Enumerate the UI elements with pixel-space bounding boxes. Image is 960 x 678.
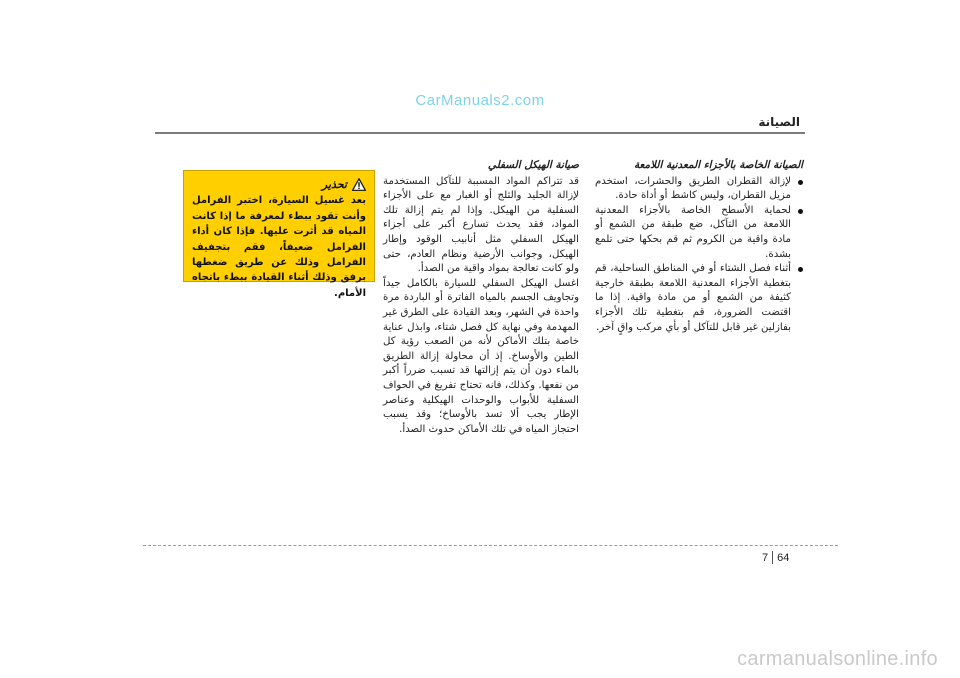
list-item bbox=[595, 204, 803, 262]
page-number-divider bbox=[772, 551, 773, 564]
page-number bbox=[762, 551, 789, 564]
warning-header bbox=[192, 177, 366, 192]
warning-box bbox=[183, 170, 375, 299]
middle-column-heading: صيانة الهيكل السفلي bbox=[487, 159, 579, 171]
bullet-list bbox=[595, 175, 803, 336]
warning-text: بعد غسيل السيارة، اختبر الفرامل وأنت تقود ببطء لمعرفة ما إذا كانت المياه قد أثرت عليها. فإذا كان أداء الفرامل ضعيفاً، فقم بتجفيف الفرامل وذلك عن طريق ضغطها برفق وذلك أثناء القيادة ببطء باتجاه الأمام. bbox=[192, 195, 366, 299]
list-item-text: أثناء فصل الشتاء أو في المناطق الساحلية، قم بتغطية الأجزاء المعدنية اللامعة بطبقة خارجية كثيفة من الشمع أو من مادة واقية. إذا ما اقتضت الضرورة، قم بتغطية تلك الأجزاء بفازلين غير قابل للتآكل أو بأي مركب واقٍ آخر. bbox=[595, 263, 791, 333]
paragraph: اغسل الهيكل السفلي للسيارة بالكامل جيداً وتجاويف الجسم بالمياه الفاترة أو الباردة مرة واحدة في الشهر، وبعد القيادة على الطرق غير المهدمة وفي نهاية كل فصل شتاء، وابذل عناية خاصة بتلك الأماكن لأنه من الصعب رؤية كل الطين والأوساخ. إذ أن محاولة إزالة الطريق بالماء دون أن يتم إزالتها قد تسبب ضرراً أكبر من نفعها. وكذلك، فانه تحتاج تفريغ في الحواف السفلية للأبواب والوحدات الهيكلية وعناصر الإطار يجب ألا تسد بالأوساخ؛ وقد يسبب احتجاز المياه في تلك الأماكن حدوث الصدأ. bbox=[383, 277, 579, 435]
list-item bbox=[595, 175, 803, 204]
header-rule bbox=[155, 132, 805, 134]
right-column bbox=[595, 158, 803, 335]
list-item-text: لإزالة القطران الطريق والحشرات، استخدم مزيل القطران، وليس كاشط أو أداة حادة. bbox=[595, 175, 791, 202]
warning-triangle-icon bbox=[352, 178, 366, 191]
section-header: الصيانة bbox=[758, 115, 800, 129]
chapter-number: 7 bbox=[762, 551, 769, 564]
warning-title: تحذير bbox=[321, 178, 347, 191]
paragraph: قد تتراكم المواد المسببة للتآكل المستخدمة لإزالة الجليد والثلج أو الغبار مع على الأجزاء السفلية من الهيكل. وإذا لم يتم إزالة تلك المواد، فقد يحدث تسارع أكبر على أجزاء الهيكل السفلي مثل أنابيب الوقود وإطار الهيكل، وجوانب الأرضية ونظام العادم، حتى ولو كانت تعالجة بمواد واقية من الصدأ. bbox=[383, 175, 579, 275]
bullet-icon bbox=[798, 180, 803, 185]
footer-rule bbox=[143, 545, 838, 546]
right-column-heading: الصيانة الخاصة بالأجزاء المعدنية اللامعة bbox=[633, 159, 803, 171]
bullet-icon bbox=[798, 209, 803, 214]
list-item-text: لحماية الأسطح الخاصة بالأجزاء المعدنية اللامعة من التآكل، ضع طبقة من الشمع أو مادة واقية من الكروم ثم قم بحكها حتى تلمع بشدة. bbox=[595, 204, 791, 260]
middle-column bbox=[383, 158, 579, 437]
watermark-bottom: carmanualsonline.info bbox=[737, 648, 938, 670]
bullet-icon bbox=[798, 267, 803, 272]
page-number-value: 64 bbox=[777, 551, 790, 564]
watermark-top: CarManuals2.com bbox=[415, 92, 545, 109]
list-item bbox=[595, 262, 803, 335]
